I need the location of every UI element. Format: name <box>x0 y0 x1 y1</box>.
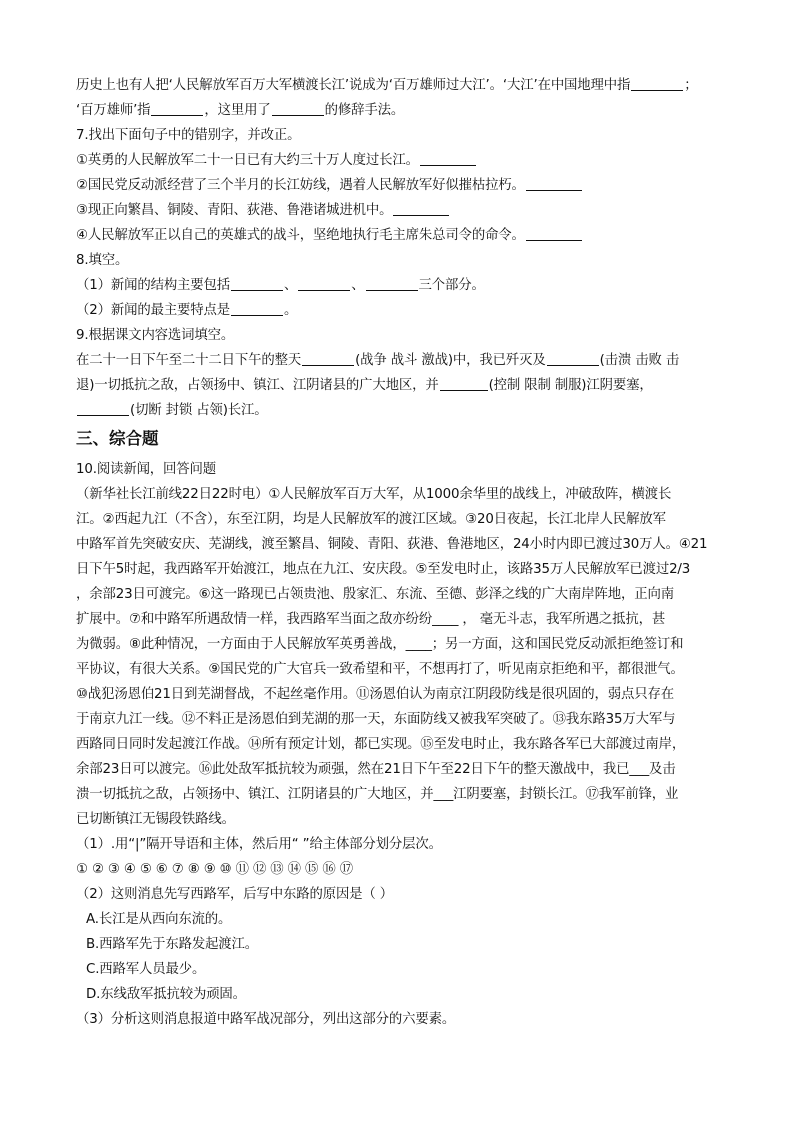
passage-line: 日下午5时起，我西路军开始渡江，地点在九江、安庆段。⑤至发电时止，该路35万人民解放军已渡过2/3 <box>76 562 691 577</box>
document-page <box>76 73 726 1032</box>
answer-blank[interactable] <box>440 376 488 391</box>
q9-text: (控制 限制 制服)江阴要塞， <box>488 378 653 393</box>
passage-line: 扩展中。⑦和中路军所遇敌情一样，我西路军当面之敌亦纷纷____ ， 毫无斗志，我军所遇之抵抗，甚 <box>76 612 666 627</box>
q6-text: ，这里用了 <box>204 103 271 118</box>
q7-item-4 <box>76 223 726 248</box>
passage-line: 为微弱。⑧此种情况，一方面由于人民解放军英勇善战，____；另一方面，这和国民党反动派拒绝签订和 <box>76 637 684 652</box>
q9-line-1 <box>76 348 726 373</box>
q6-text: 历史上也有人把‘人民解放军百万大军横渡长江’说成为‘百万雄师过大江’。‘大江’在中国地理中指 <box>76 78 631 93</box>
q8-text: （2）新闻的最主要特点是 <box>76 303 231 318</box>
q8-text: 、 <box>284 278 298 293</box>
passage-line: 平协议，有很大关系。⑨国民党的广大官兵一致希望和平，不想再打了，听见南京拒绝和平，都很泄气。 <box>76 662 684 677</box>
answer-blank[interactable] <box>272 101 324 116</box>
q8-text: 。 <box>284 303 298 318</box>
q7-item-text: ④人民解放军正以自己的英雄式的战斗，坚绝地执行毛主席朱总司令的命令。 <box>76 228 525 243</box>
answer-blank[interactable] <box>526 226 582 241</box>
q6-text: 的修辞手法。 <box>324 103 405 118</box>
q7-item-3 <box>76 198 726 223</box>
passage-line: 西路同日同时发起渡江作战。⑭所有预定计划，都已实现。⑮至发电时止，我东路各军已大部渡过南岸， <box>76 737 686 752</box>
passage-line: 中路军首先突破安庆、芜湖线，渡至繁昌、铜陵、青阳、荻港、鲁港地区，24小时内即已渡过30万人。④21 <box>76 537 708 552</box>
q8-item-2 <box>76 298 726 323</box>
q7-item-text: ①英勇的人民解放军二十一日已有大约三十万人度过长江。 <box>76 153 419 168</box>
q9-text: (战争 战斗 激战)中，我已歼灭及 <box>355 353 546 368</box>
passage-line: 江。②西起九江（不含），东至江阴，均是人民解放军的渡江区域。③20日夜起，长江北岸人民解放军 <box>76 512 666 527</box>
passage-line: 溃一切抵抗之敌，占领扬中、镇江、江阴诸县的广大地区，并___江阴要塞，封锁长江。⑰我军前锋，业 <box>76 787 679 802</box>
q9-text: 退)一切抵抗之敌，占领扬中、镇江、江阴诸县的广大地区，并 <box>76 378 439 393</box>
q10-sub-3: （3）分析这则消息报道中路军战况部分，列出这部分的六要素。 <box>76 1012 456 1027</box>
q10-sub-2: （2）这则消息先写西路军，后写中东路的原因是（ ） <box>76 887 394 902</box>
q8-text: 三个部分。 <box>418 278 485 293</box>
q9-text: (切断 封锁 占领)长江。 <box>130 403 268 418</box>
q8-item-1 <box>76 273 726 298</box>
answer-blank[interactable] <box>231 276 283 291</box>
passage-line: ⑩战犯汤恩伯21日到芜湖督战，不起丝毫作用。⑪汤恩伯认为南京江阴段防线是很巩固的，弱点只存在 <box>76 687 674 702</box>
q7-item-2 <box>76 173 726 198</box>
sentence-numbers: ① ② ③ ④ ⑤ ⑥ ⑦ ⑧ ⑨ ⑩ ⑪ ⑫ ⑬ ⑭ ⑮ ⑯ ⑰ <box>76 862 353 877</box>
q9-text: (击溃 击败 击 <box>599 353 680 368</box>
q9-text: 在二十一日下午至二十二日下午的整天 <box>76 353 302 368</box>
option-b[interactable]: B.西路军先于东路发起渡江。 <box>86 937 259 952</box>
passage-line: 余部23日可以渡完。⑯此处敌军抵抗较为顽强，然在21日下午至22日下午的整天激战中，我已___及击 <box>76 762 676 777</box>
passage-line: 于南京九江一线。⑫不料正是汤恩伯到芜湖的那一天，东面防线又被我军突破了。⑬我东路35万大军与 <box>76 712 676 727</box>
section-title: 三、综合题 <box>76 429 159 448</box>
q9-line-2 <box>76 373 726 398</box>
q7-item-text: ③现正向繁昌、铜陵、青阳、荻港、鲁港诸城进机中。 <box>76 203 393 218</box>
answer-blank[interactable] <box>151 101 203 116</box>
answer-blank[interactable] <box>298 276 350 291</box>
q7-item-text: ②国民党反动派经营了三个半月的长江妨线，遇着人民解放军好似摧枯拉朽。 <box>76 178 525 193</box>
answer-blank[interactable] <box>302 351 354 366</box>
option-c[interactable]: C.西路军人员最少。 <box>86 962 206 977</box>
passage-line: ，余部23日可渡完。⑥这一路现已占领贵池、殷家汇、东流、至德、彭泽之线的广大南岸阵地，正向南 <box>76 587 674 602</box>
answer-blank[interactable] <box>393 201 449 216</box>
q7-item-1 <box>76 148 726 173</box>
q9-line-3 <box>76 398 726 423</box>
option-a[interactable]: A.长江是从西向东流的。 <box>86 912 232 927</box>
q6-text: ‘百万雄师’指 <box>76 103 151 118</box>
answer-blank[interactable] <box>366 276 418 291</box>
answer-blank[interactable] <box>547 351 599 366</box>
q10-title: 10.阅读新闻，回答问题 <box>76 462 217 477</box>
q10-sub-1: （1）.用“|”隔开导语和主体，然后用“ ”给主体部分划分层次。 <box>76 837 442 852</box>
answer-blank[interactable] <box>420 151 476 166</box>
q9-title: 9.根据课文内容选词填空。 <box>76 328 235 343</box>
q6-line-1 <box>76 73 726 98</box>
news-passage <box>76 482 726 832</box>
q8-text: 、 <box>351 278 365 293</box>
q6-text: ； <box>684 78 698 93</box>
answer-blank[interactable] <box>631 76 683 91</box>
q8-title: 8.填空。 <box>76 253 129 268</box>
passage-line: 已切断镇江无锡段铁路线。 <box>76 812 235 827</box>
passage-line: （新华社长江前线22日22时电）①人民解放军百万大军，从1000余华里的战线上，冲破敌阵，横渡长 <box>76 487 672 502</box>
answer-blank[interactable] <box>526 176 582 191</box>
q7-title: 7.找出下面句子中的错别字，并改正。 <box>76 128 301 143</box>
option-d[interactable]: D.东线敌军抵抗较为顽固。 <box>86 987 246 1002</box>
q8-text: （1）新闻的结构主要包括 <box>76 278 231 293</box>
answer-blank[interactable] <box>231 301 283 316</box>
q6-line-2 <box>76 98 726 123</box>
answer-blank[interactable] <box>77 401 129 416</box>
